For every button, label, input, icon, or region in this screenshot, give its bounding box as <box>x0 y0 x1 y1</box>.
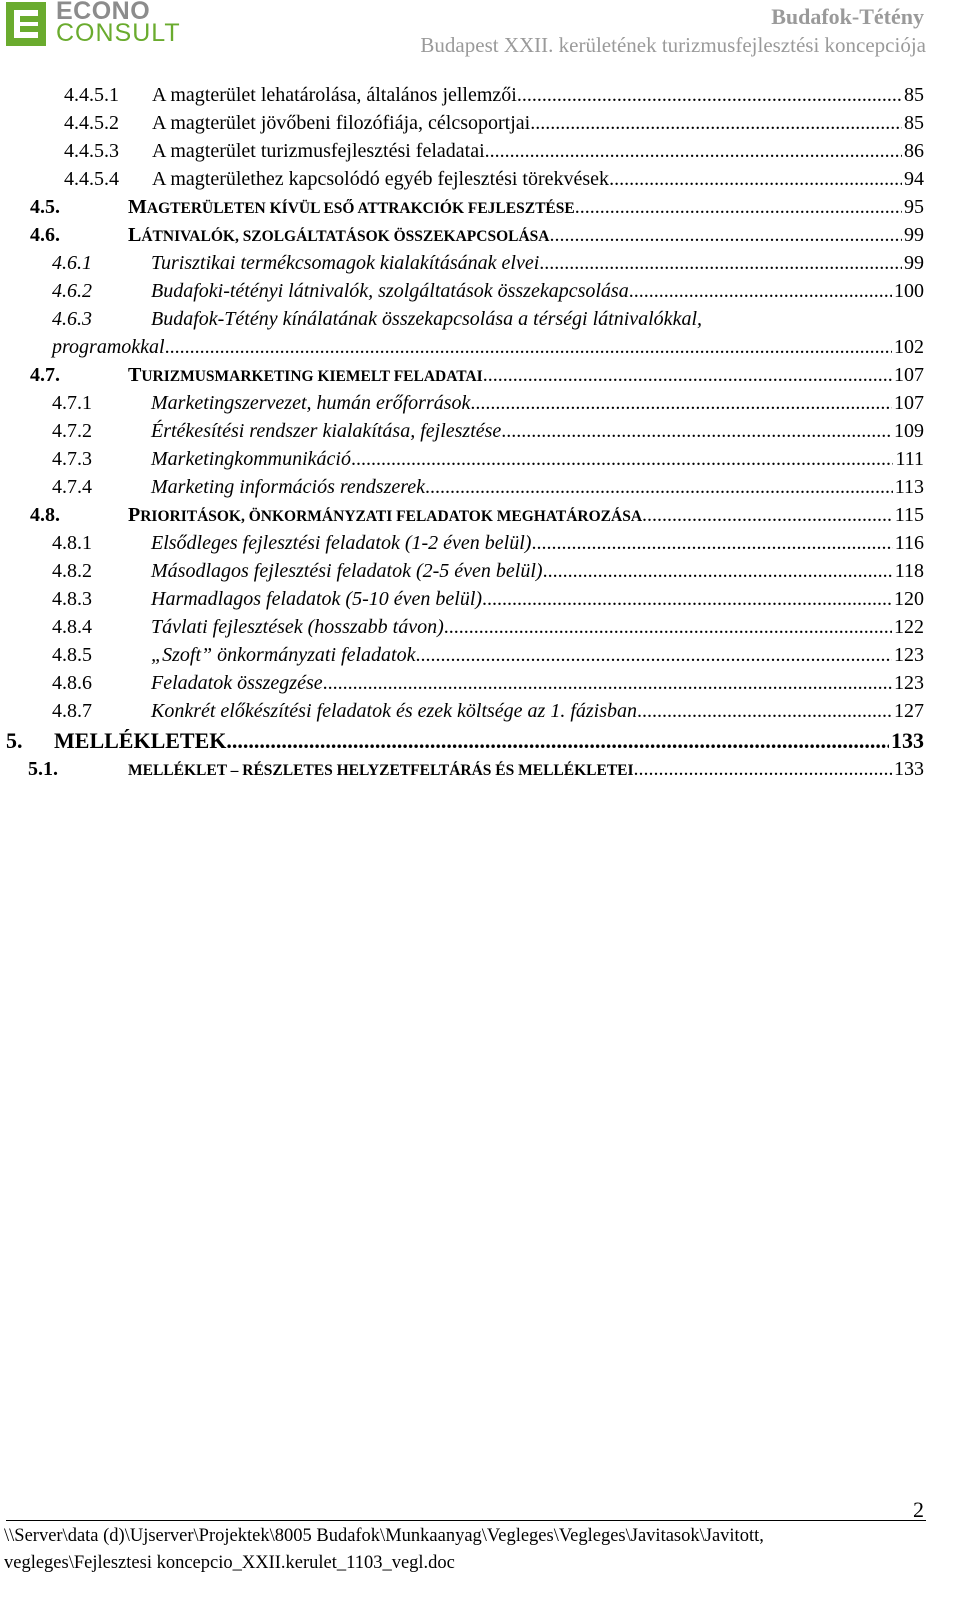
toc-entry[interactable] <box>64 112 924 135</box>
toc-leader-dots <box>165 336 892 359</box>
toc-number: 4.7.3 <box>52 448 92 470</box>
toc-title-rest: URIZMUSMARKETING KIEMELT FELADATAI <box>141 368 483 385</box>
toc-page: 100 <box>894 280 924 302</box>
toc-number: 4.8. <box>30 504 60 526</box>
toc-leader-dots <box>483 364 892 387</box>
toc-leader-dots <box>482 588 892 611</box>
toc-title: Feladatok összegzése <box>151 672 323 694</box>
toc-entry-continuation[interactable] <box>52 336 924 359</box>
toc-number: 4.8.2 <box>52 560 92 582</box>
toc-title: A magterület turizmusfejlesztési feladatai <box>152 140 485 162</box>
toc-page: 86 <box>904 140 924 162</box>
toc-number: 4.7.2 <box>52 420 92 442</box>
toc-title: Távlati fejlesztések (hosszabb távon) <box>151 616 444 638</box>
toc-page: 107 <box>894 392 924 414</box>
toc-title: Turisztikai termékcsomagok kialakításának elvei <box>151 252 540 274</box>
toc-page: 115 <box>894 504 924 526</box>
toc-number: 4.4.5.1 <box>64 84 119 106</box>
toc-title: Marketing információs rendszerek <box>151 476 426 498</box>
toc-page: 127 <box>894 700 924 722</box>
toc-page: 123 <box>894 672 924 694</box>
toc-title: A magterülethez kapcsolódó egyéb fejlesztési törekvések <box>152 168 610 190</box>
toc-entry[interactable] <box>52 252 924 275</box>
toc-leader-dots <box>501 420 892 443</box>
toc-entry[interactable] <box>52 308 924 331</box>
toc-title-initial: P <box>128 504 141 526</box>
toc-title: Marketingkommunikáció <box>151 448 351 470</box>
toc-leader-dots <box>634 758 892 781</box>
toc-page: 122 <box>894 616 924 638</box>
header-title: Budafok-Tétény <box>771 4 924 29</box>
toc-title-initial: L <box>128 224 142 246</box>
toc-title: MELLÉKLETEK <box>54 728 227 753</box>
toc-leader-dots <box>226 728 889 754</box>
toc-entry[interactable] <box>64 84 924 107</box>
toc-title: Elsődleges fejlesztési feladatok (1-2 éven belül) <box>151 532 532 554</box>
toc-page: 107 <box>894 364 924 386</box>
toc-page: 111 <box>895 448 924 470</box>
toc-number: 4.8.7 <box>52 700 92 722</box>
toc-number: 4.8.3 <box>52 588 92 610</box>
toc-entry[interactable] <box>30 196 924 219</box>
footer-divider <box>6 1520 926 1521</box>
toc-number: 4.6. <box>30 224 60 246</box>
toc-page: 123 <box>894 644 924 666</box>
toc-entry[interactable] <box>52 644 924 667</box>
toc-number: 4.7. <box>30 364 60 386</box>
toc-entry[interactable] <box>52 700 924 723</box>
toc-number: 4.7.4 <box>52 476 92 498</box>
toc-leader-dots <box>543 560 893 583</box>
toc-leader-dots <box>539 252 902 275</box>
toc-title: A magterület lehatárolása, általános jellemzői <box>152 84 517 106</box>
toc-entry[interactable] <box>30 364 924 387</box>
toc-number: 4.8.1 <box>52 532 92 554</box>
header-subtitle: Budapest XXII. kerületének turizmusfejlesztési koncepciója <box>420 33 926 57</box>
toc-entry[interactable] <box>52 532 924 555</box>
toc-leader-dots <box>629 280 892 303</box>
logo-text-econo: ECONO <box>56 0 151 25</box>
toc-title-rest: RIORITÁSOK, ÖNKORMÁNYZATI FELADATOK MEGHATÁROZÁSA <box>140 508 643 525</box>
logo-mark-icon <box>6 2 46 46</box>
toc-entry[interactable] <box>30 504 924 527</box>
toc-number: 4.6.3 <box>52 308 92 330</box>
toc-number: 4.8.4 <box>52 616 92 638</box>
toc-number: 4.4.5.2 <box>64 112 119 134</box>
toc-entry[interactable] <box>52 420 924 443</box>
toc-title <box>128 504 642 527</box>
toc-title: Konkrét előkészítési feladatok és ezek költsége az 1. fázisban <box>151 700 638 722</box>
toc-number: 4.4.5.4 <box>64 168 119 190</box>
footer-path-line-2: vegleges\Fejlesztesi koncepcio_XXII.kerulet_1103_vegl.doc <box>4 1553 455 1573</box>
toc-page: 85 <box>904 84 924 106</box>
toc-leader-dots <box>444 616 892 639</box>
toc-title: Budafoki-tétényi látnivalók, szolgáltatások összekapcsolása <box>151 280 629 302</box>
toc-page: 116 <box>894 532 924 554</box>
toc-entry[interactable] <box>52 448 924 471</box>
toc-page: 95 <box>904 196 924 218</box>
toc-number: 4.6.1 <box>52 252 92 274</box>
toc-leader-dots <box>531 532 892 555</box>
toc-page: 102 <box>894 336 924 358</box>
toc-leader-dots <box>637 700 892 723</box>
toc-leader-dots <box>323 672 892 695</box>
toc-page: 120 <box>894 588 924 610</box>
toc-title: Másodlagos fejlesztési feladatok (2-5 éven belül) <box>151 560 543 582</box>
econo-consult-logo <box>4 0 181 50</box>
toc-title <box>128 364 483 387</box>
page-number: 2 <box>913 1497 924 1522</box>
toc-leader-dots <box>530 112 902 135</box>
toc-page: 133 <box>894 758 924 780</box>
toc-page: 85 <box>904 112 924 134</box>
toc-entry[interactable] <box>6 728 924 754</box>
toc-entry[interactable] <box>52 616 924 639</box>
toc-entry[interactable] <box>64 140 924 163</box>
toc-number: 4.8.6 <box>52 672 92 694</box>
toc-number: 4.7.1 <box>52 392 92 414</box>
toc-entry[interactable] <box>52 392 924 415</box>
toc-entry[interactable] <box>64 168 924 191</box>
toc-title-initial: T <box>128 364 142 386</box>
toc-leader-dots <box>485 140 902 163</box>
toc-page: 118 <box>894 560 924 582</box>
toc-title <box>128 196 575 219</box>
toc-entry[interactable] <box>52 476 924 499</box>
toc-title-continuation: programokkal <box>52 336 165 358</box>
toc-title: Marketingszervezet, humán erőforrások <box>151 392 471 414</box>
toc-page: 113 <box>894 476 924 498</box>
toc-title: A magterület jövőbeni filozófiája, célcsoportjai <box>152 112 531 134</box>
toc-leader-dots <box>470 392 892 415</box>
toc-title: Értékesítési rendszer kialakítása, fejlesztése <box>151 420 502 442</box>
toc-number: 4.6.2 <box>52 280 92 302</box>
footer-path-line-1: \\Server\data (d)\Ujserver\Projektek\8005 Budafok\Munkaanyag\Vegleges\Vegleges\Javitasok\Javitott, <box>4 1526 764 1546</box>
toc-entry[interactable] <box>52 560 924 583</box>
toc-leader-dots <box>517 84 902 107</box>
toc-page: 133 <box>891 728 924 753</box>
toc-entry[interactable] <box>52 280 924 303</box>
toc-page: 94 <box>904 168 924 190</box>
toc-title <box>128 224 550 247</box>
toc-title: „Szoft” önkormányzati feladatok <box>151 644 416 666</box>
toc-title-rest: AGTERÜLETEN KÍVÜL ESŐ ATTRAKCIÓK FEJLESZTÉSE <box>146 200 575 217</box>
toc-page: 109 <box>894 420 924 442</box>
footer-file-path <box>4 1523 764 1577</box>
toc-entry[interactable] <box>52 672 924 695</box>
logo-text-consult: CONSULT <box>56 19 181 47</box>
toc-title: Budafok-Tétény kínálatának összekapcsolása a térségi látnivalókkal, <box>151 308 702 330</box>
toc-number: 4.4.5.3 <box>64 140 119 162</box>
toc-number: 5.1. <box>28 758 58 780</box>
toc-number: 5. <box>6 728 23 753</box>
toc-leader-dots <box>415 644 892 667</box>
toc-entry[interactable] <box>52 588 924 611</box>
toc-page: 99 <box>904 252 924 274</box>
toc-entry[interactable] <box>30 224 924 247</box>
toc-title: MELLÉKLET – RÉSZLETES HELYZETFELTÁRÁS ÉS MELLÉKLETEI <box>128 762 634 779</box>
toc-page: 99 <box>904 224 924 246</box>
toc-title-initial: M <box>128 196 147 218</box>
toc-leader-dots <box>425 476 893 499</box>
toc-title: Harmadlagos feladatok (5-10 éven belül) <box>151 588 483 610</box>
toc-leader-dots <box>575 196 902 219</box>
toc-number: 4.5. <box>30 196 60 218</box>
toc-entry[interactable] <box>28 758 924 781</box>
toc-number: 4.8.5 <box>52 644 92 666</box>
toc-leader-dots <box>550 224 903 247</box>
toc-title-rest: ÁTNIVALÓK, SZOLGÁLTATÁSOK ÖSSZEKAPCSOLÁSA <box>141 228 550 245</box>
toc-leader-dots <box>351 448 894 471</box>
toc-leader-dots <box>609 168 902 191</box>
toc-leader-dots <box>642 504 893 527</box>
